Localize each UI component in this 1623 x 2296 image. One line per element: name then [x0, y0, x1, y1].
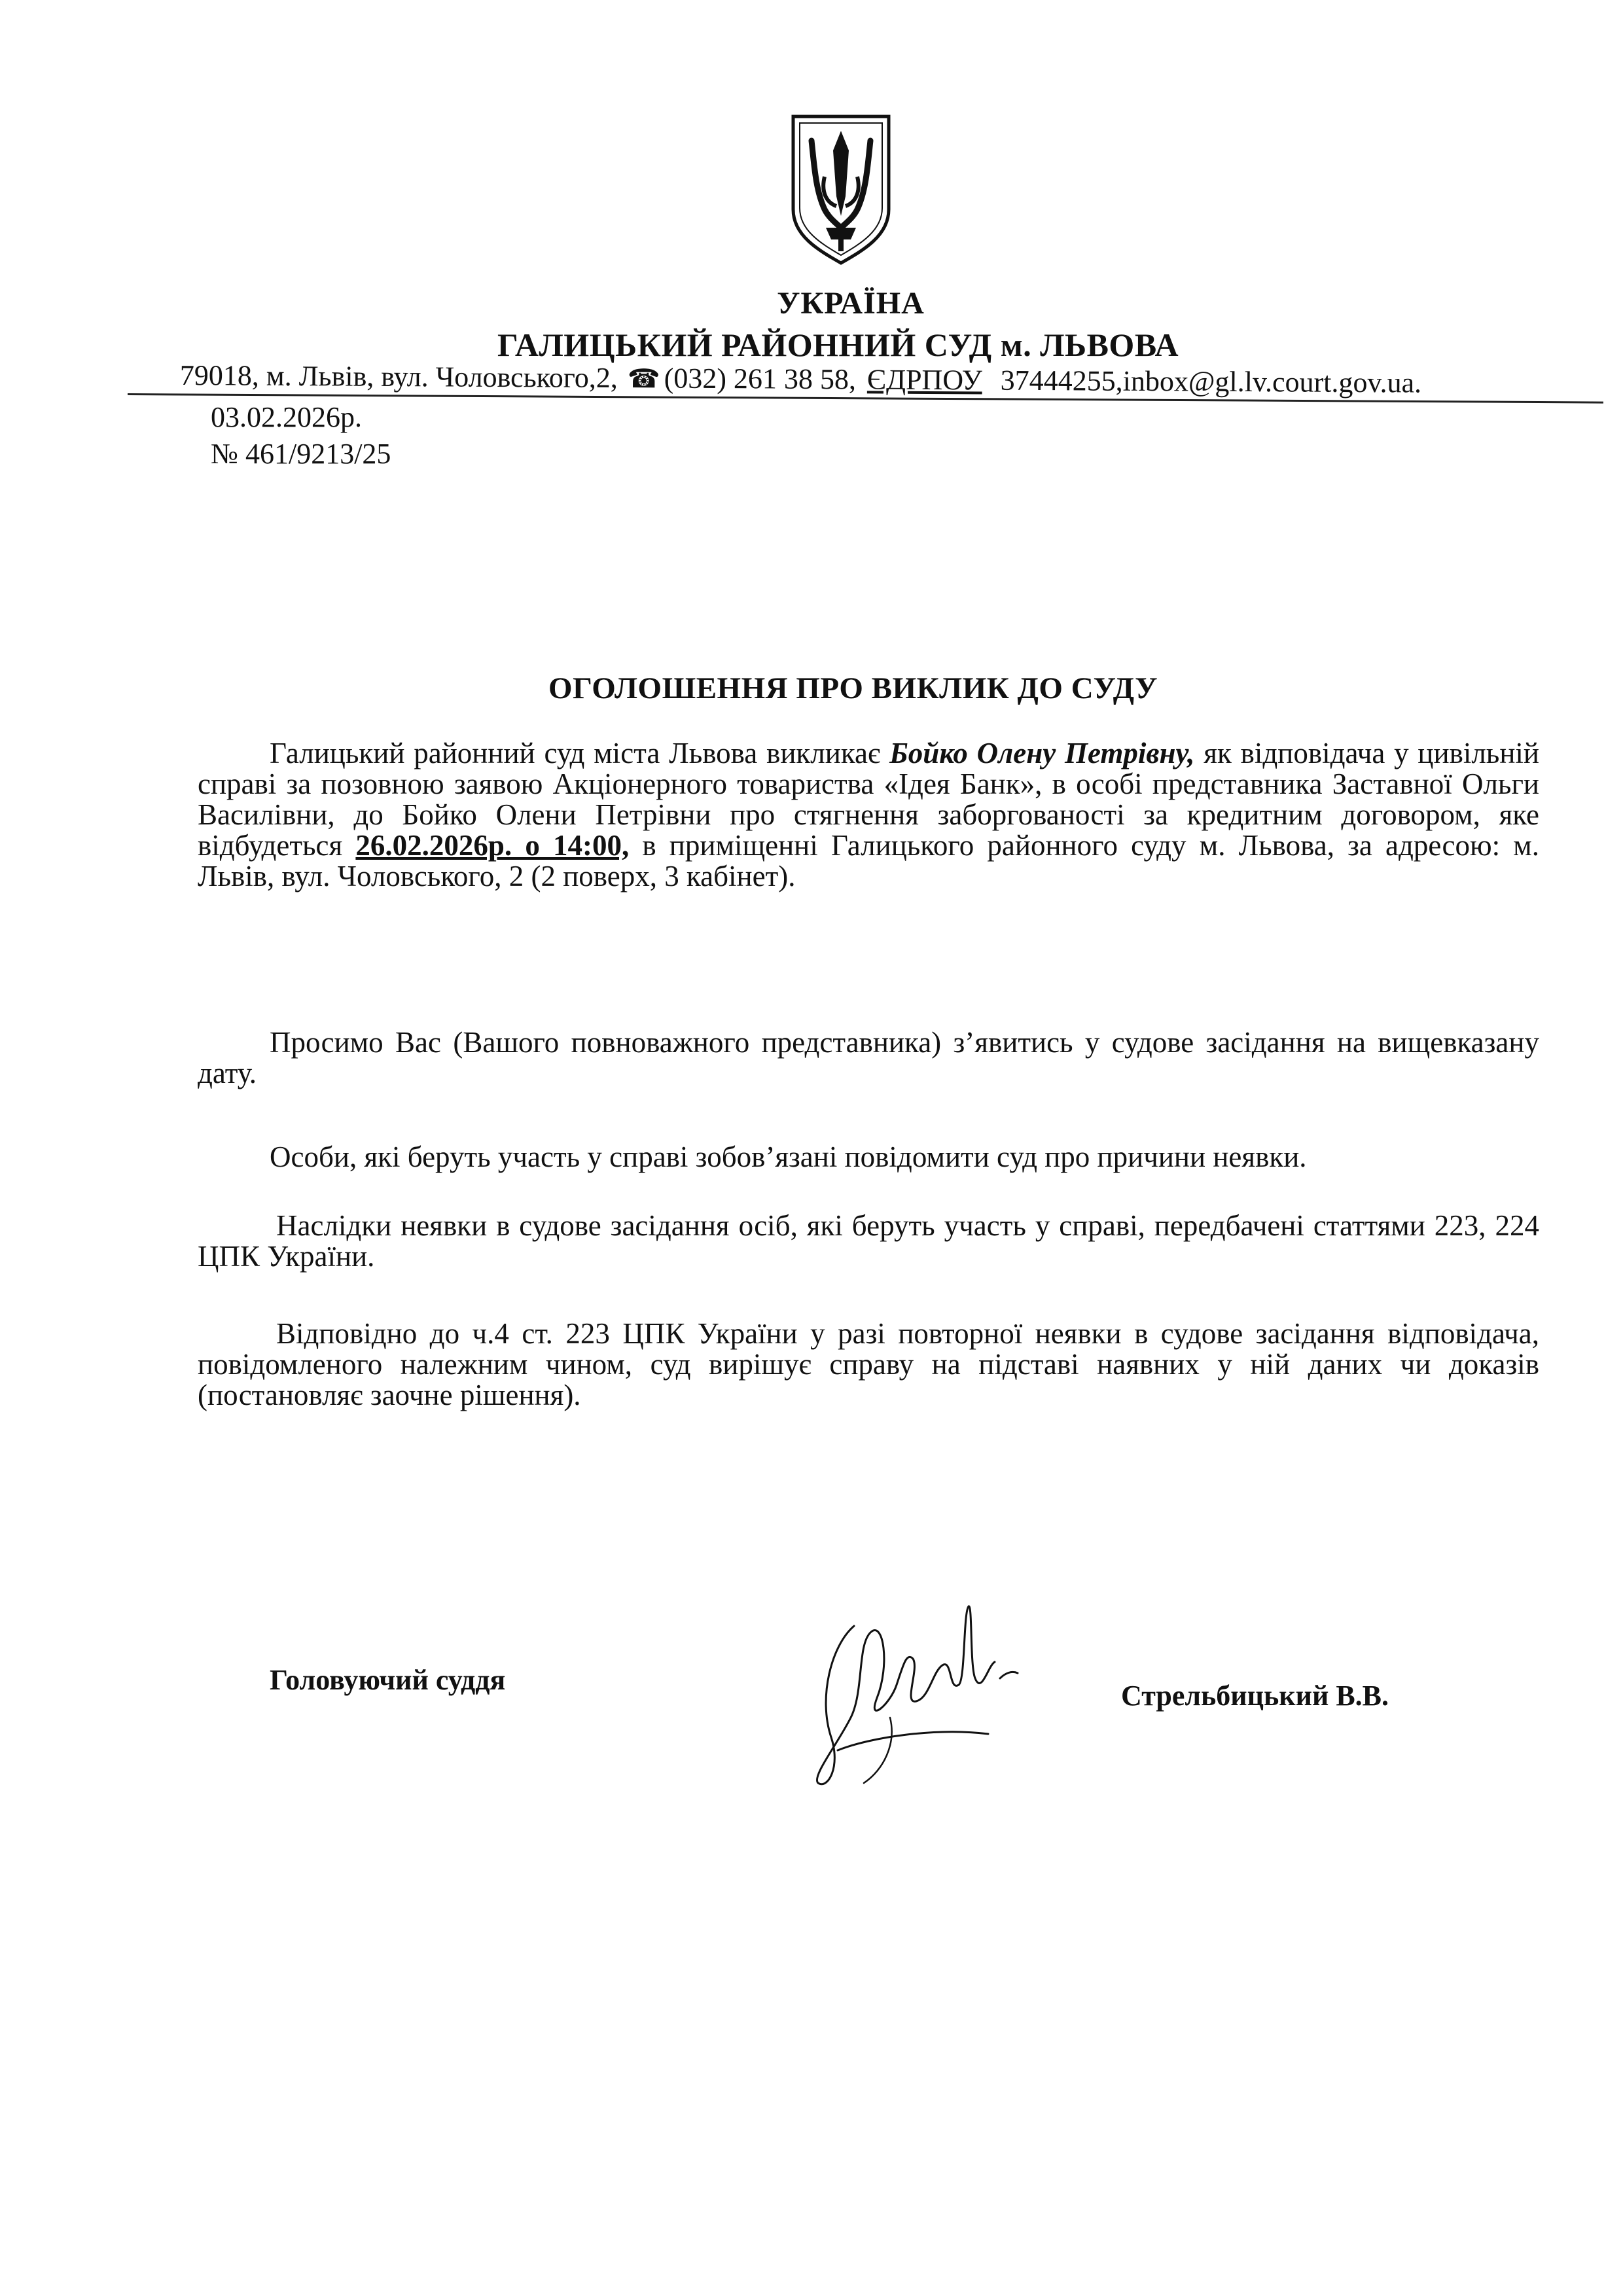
notice-title: ОГОЛОШЕННЯ ПРО ВИКЛИК ДО СУДУ	[548, 671, 1158, 705]
country-title: УКРАЇНА	[777, 286, 925, 321]
document-date: 03.02.2026р.	[211, 401, 362, 433]
request-text: Просимо Вас (Вашого повноважного представника) з’явитись у судове засідання на вищевказану дату.	[198, 1026, 1539, 1089]
hearing-datetime: 26.02.2026р. о 14:00,	[355, 829, 630, 862]
phone-icon: ☎	[627, 364, 660, 394]
document-number: № 461/9213/25	[211, 438, 391, 470]
defendant-name: Бойко Олену Петрівну,	[889, 737, 1195, 769]
judge-signature	[792, 1587, 1027, 1803]
summons-text-b: як відповідача у цивільній справі за позовною заявою Акціонерного товариства «Ідея Банк», в особі представника Заставної Ольги Василівни, до Бойко Олени Петрівни про стягнення заборгованості за кредитним договором, яке відбудеться	[198, 737, 1539, 862]
paragraph-obligation	[198, 1142, 1539, 1173]
court-contacts	[180, 359, 1422, 400]
summons-text-c: в приміщенні Галицького районного суду м. Львова, за адресою: м. Львів, вул. Чоловського, 2 (2 поверх, 3 кабінет).	[198, 829, 1539, 892]
paragraph-request	[198, 1027, 1539, 1089]
court-phone: (032) 261 38 58,	[664, 362, 857, 396]
judge-name: Стрельбицький В.В.	[1121, 1680, 1389, 1712]
consequences-text: Наслідки неявки в судове засідання осіб, які беруть участь у справі, передбачені статтями 223, 224 ЦПК України.	[198, 1209, 1539, 1273]
coat-of-arms-icon	[785, 111, 897, 268]
edrpou-label: ЄДРПОУ	[866, 363, 982, 397]
paragraph-consequences	[198, 1210, 1539, 1272]
default-judgment-text: Відповідно до ч.4 ст. 223 ЦПК України у разі повторної неявки в судове засідання відповідача, повідомленого належним чином, суд вирішує справу на підставі наявних у ній даних чи доказів (постановляє заочне рішення).	[198, 1317, 1539, 1411]
obligation-text: Особи, які беруть участь у справі зобов’язані повідомити суд про причини неявки.	[270, 1140, 1307, 1173]
paragraph-summons	[198, 738, 1539, 892]
court-address: 79018, м. Львів, вул. Чоловського,2,	[179, 359, 618, 395]
edrpou-and-email: 37444255,inbox@gl.lv.court.gov.ua.	[1000, 364, 1422, 399]
signer-title: Головуючий суддя	[270, 1664, 506, 1696]
paragraph-default-judgment	[198, 1318, 1539, 1411]
summons-text-a: Галицький районний суд міста Львова викликає	[270, 737, 890, 769]
court-name: ГАЛИЦЬКИЙ РАЙОННИЙ СУД м. ЛЬВОВА	[497, 327, 1179, 363]
